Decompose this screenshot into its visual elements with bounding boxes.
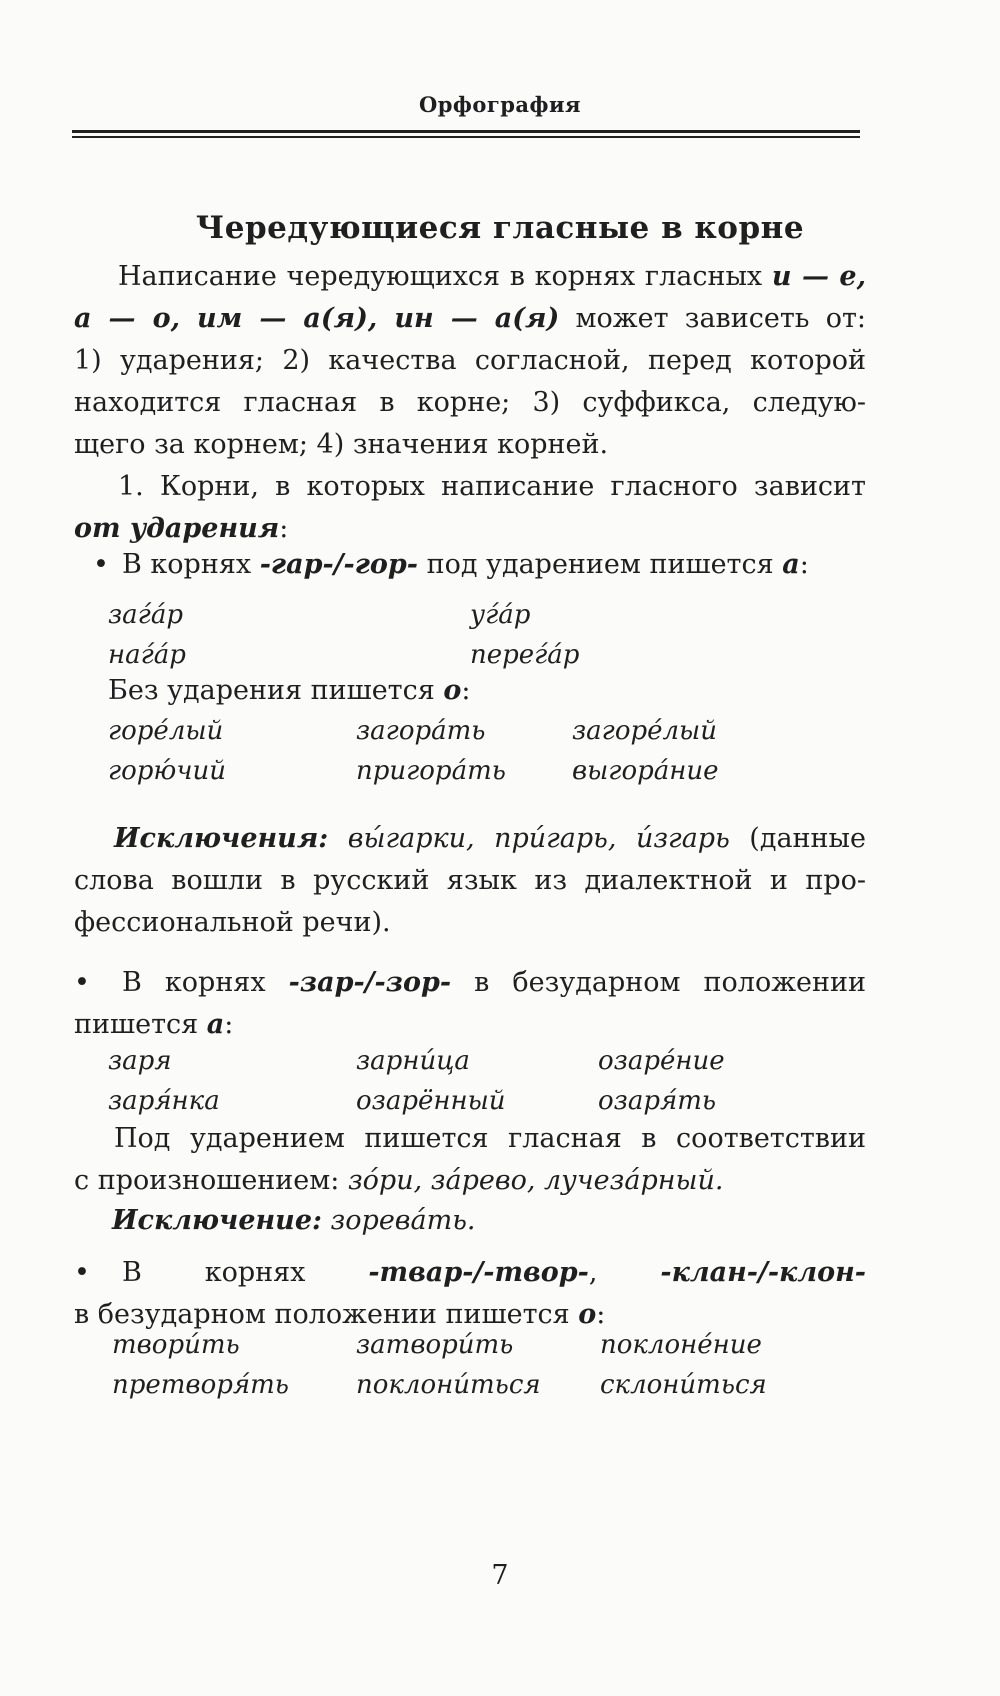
example-word: загора́ть	[356, 716, 486, 746]
example-word: наѓа́р	[108, 640, 186, 670]
example-word: заря	[108, 1046, 172, 1076]
section-1-heading: 1. Корни, в которых написание гласного зависит от ударения:	[74, 471, 866, 544]
bullet-zar-zor: • В корнях -зар-/-зор- в безударном положении пишется а:	[74, 962, 866, 1046]
exceptions-gar: Исключения: вы́гарки, при́гарь, и́згарь (данные слова вошли в русский язык из диалектной и про- фессиональной речи).	[74, 823, 866, 938]
intro-paragraph	[74, 256, 866, 466]
example-word: поклоне́ние	[600, 1330, 762, 1360]
page-number: 7	[491, 1560, 509, 1591]
example-word: поклони́ться	[356, 1370, 541, 1400]
intro-line-5: щего за корнем; 4) значения корней.	[74, 429, 609, 460]
example-word: озарённый	[356, 1086, 506, 1116]
example-word: заря́нка	[108, 1086, 220, 1116]
intro-line-2: а — о, им — а(я), ин — а(я) может зависеть от:	[74, 303, 866, 334]
example-word: горю́чий	[108, 756, 226, 786]
example-word: уѓа́р	[470, 600, 531, 630]
stress-rule-zar: Под ударением пишется гласная в соответствии с произношением: зо́ри, за́рево, лучеза́рный.	[74, 1123, 866, 1196]
example-word: пригора́ть	[356, 756, 506, 786]
example-word: озаре́ние	[598, 1046, 725, 1076]
exception-zar: Исключение: зорева́ть.	[112, 1205, 476, 1236]
example-word: загоре́лый	[572, 716, 717, 746]
intro-line-4: находится гласная в корне; 3) суффикса, следую-	[74, 387, 866, 418]
bullet-dot: •	[74, 1257, 90, 1288]
intro-line-1: Написание чередующихся в корнях гласных и — е,	[118, 261, 866, 292]
example-word: переѓа́р	[470, 640, 580, 670]
section-title: Чередующиеся гласные в корне	[195, 210, 805, 246]
header-rule-thick	[72, 130, 860, 133]
example-word: горе́лый	[108, 716, 224, 746]
bullet-dot: •	[74, 967, 90, 998]
example-word: заѓа́р	[108, 600, 183, 630]
example-word: склони́ться	[600, 1370, 767, 1400]
example-word: выгора́ние	[572, 756, 719, 786]
bullet-tvar-klan: • В корнях -твар-/-твор-, -клан-/-клон- в безударном положении пишется о:	[74, 1252, 866, 1336]
example-word: затвори́ть	[356, 1330, 514, 1360]
example-word: зарни́ца	[356, 1046, 470, 1076]
example-word: озаря́ть	[598, 1086, 717, 1116]
example-word: твори́ть	[112, 1330, 240, 1360]
bullet-dot: •	[93, 549, 109, 580]
intro-line-3: 1) ударения; 2) качества согласной, перед которой	[74, 345, 866, 376]
example-word: претворя́ть	[112, 1370, 289, 1400]
header-rule-thin	[72, 136, 860, 138]
bullet-gar-gor: • В корнях -гар-/-гор- под ударением пишется а:	[74, 544, 866, 586]
running-head: Орфография	[418, 92, 582, 117]
no-stress-rule: Без ударения пишется о:	[108, 675, 471, 706]
